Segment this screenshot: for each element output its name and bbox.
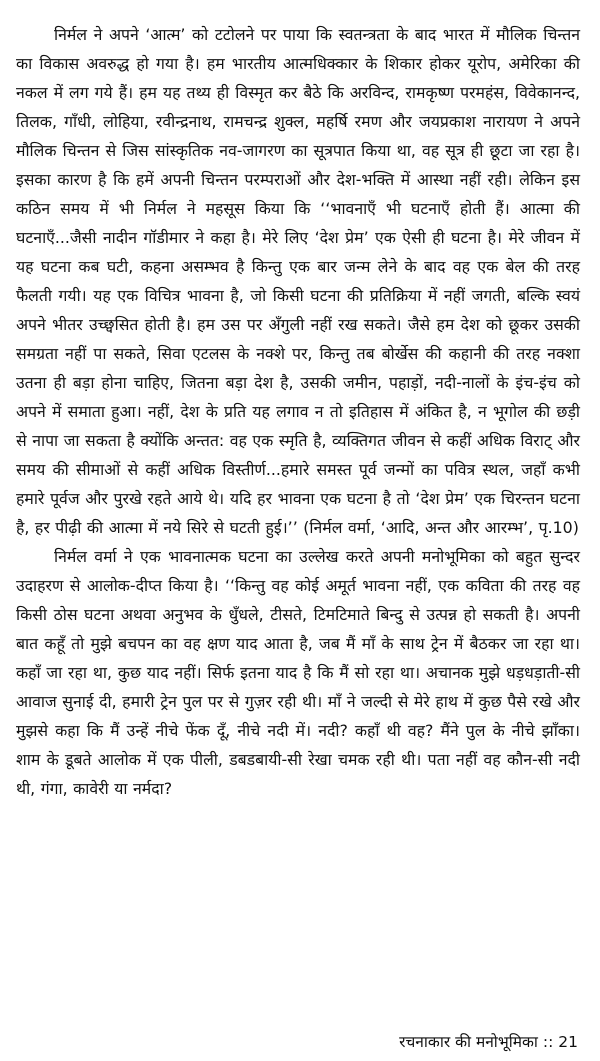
paragraph-2: निर्मल वर्मा ने एक भावनात्मक घटना का उल्लेख करते अपनी मनोभूमिका को बहुत सुन्दर उदाहरण से आलोक-दीप्त किया है। ‘‘किन्तु वह कोई अमूर्त भावना नहीं, एक कविता की तरह वह किसी ठोस घटना अथवा अनुभव के धुँधले, टीसते, टिमटिमाते बिन्दु से उत्पन्न हो सकती है। अपनी बात कहूँ तो मुझे बचपन का वह क्षण याद आता है, जब मैं माँ के साथ ट्रेन में बैठकर जा रहा था। कहाँ जा रहा था, कुछ याद नहीं। सिर्फ इतना याद है कि मैं सो रहा था। अचानक मुझे धड़धड़ाती-सी आवाज सुनाई दी, हमारी ट्रेन पुल पर से गुज़र रही थी। माँ ने जल्दी से मेरे हाथ में कुछ पैसे रखे और मुझसे कहा कि मैं उन्हें नीचे फेंक दूँ, नीचे नदी में। नदी? कहाँ थी वह? मैंने पुल के नीचे झाँका। शाम के डूबते आलोक में एक पीली, डबडबायी-सी रेखा चमक रही थी। पता नहीं वह कौन-सी नदी थी, गंगा, कावेरी या नर्मदा? [16,547,580,798]
running-title: रचनाकार की मनोभूमिका [399,1033,538,1051]
paragraph-1: निर्मल ने अपने ‘आत्म’ को टटोलने पर पाया कि स्वतन्त्रता के बाद भारत में मौलिक चिन्तन का विकास अवरुद्ध हो गया है। हम भारतीय आत्मधिक्कार के शिकार होकर यूरोप, अमेरिका की नकल में लग गये हैं। हम यह तथ्य ही विस्मृत कर बैठे कि अरविन्द, रामकृष्ण परमहंस, विवेकानन्द, तिलक, गाँधी, लोहिया, रवीन्द्रनाथ, रामचन्द्र शुक्ल, महर्षि रमण और जयप्रकाश नारायण ने अपने मौलिक चिन्तन से जिस सांस्कृतिक नव-जागरण का सूत्रपात किया था, वह सूत्र ही छूटा जा रहा है। इसका कारण है कि हमें अपनी चिन्तन परम्पराओं और देश-भक्ति में आस्था नहीं रही। लेकिन इस कठिन समय में भी निर्मल ने महसूस किया कि ‘‘भावनाएँ भी घटनाएँ होती हैं। आत्मा की घटनाएँ...जैसी नादीन गॉडीमार ने कहा है। मेरे लिए ‘देश प्रेम’ एक ऐसी ही घटना है। मेरे जीवन में यह घटना कब घटी, कहना असम्भव है किन्तु एक बार जन्म लेने के बाद वह एक बेल की तरह फैलती गयी। यह एक विचित्र भावना है, जो किसी घटना की प्रतिक्रिया में नहीं जगती, बल्कि स्वयं अपने भीतर उच्छ्वसित होती है। हम उस पर अँगुली नहीं रख सकते। जैसे हम देश को छूकर उसकी समग्रता नहीं पा सकते, सिवा एटलस के नक्शे पर, किन्तु तब बोर्खेस की कहानी की तरह नक्शा उतना ही बड़ा होना चाहिए, जितना बड़ा देश है, उसकी जमीन, पहाड़ों, नदी-नालों के इंच-इंच को अपने में समाता हुआ। नहीं, देश के प्रति यह लगाव न तो इतिहास में अंकित है, न भूगोल की छड़ी से नापा जा सकता है क्योंकि अन्तत: वह एक स्मृति है, व्यक्तिगत जीवन से कहीं अधिक विराट् और समय की सीमाओं से कहीं अधिक विस्तीर्ण...हमारे समस्त पूर्व जन्मों का पवित्र स्थल, जहाँ कभी हमारे पूर्वज और पुरखे रहते आये थे। यदि हर भावना एक घटना है तो ‘देश प्रेम’ एक चिरन्तन घटना है, हर पीढ़ी की आत्मा में नये सिरे से घटती हुई।’’ (निर्मल वर्मा, ‘आदि, अन्त और आरम्भ’, पृ.10) [16,25,580,537]
page-number: 21 [558,1033,578,1051]
page-footer [399,1031,578,1053]
footer-separator: :: [542,1033,554,1051]
body-text [16,20,580,803]
